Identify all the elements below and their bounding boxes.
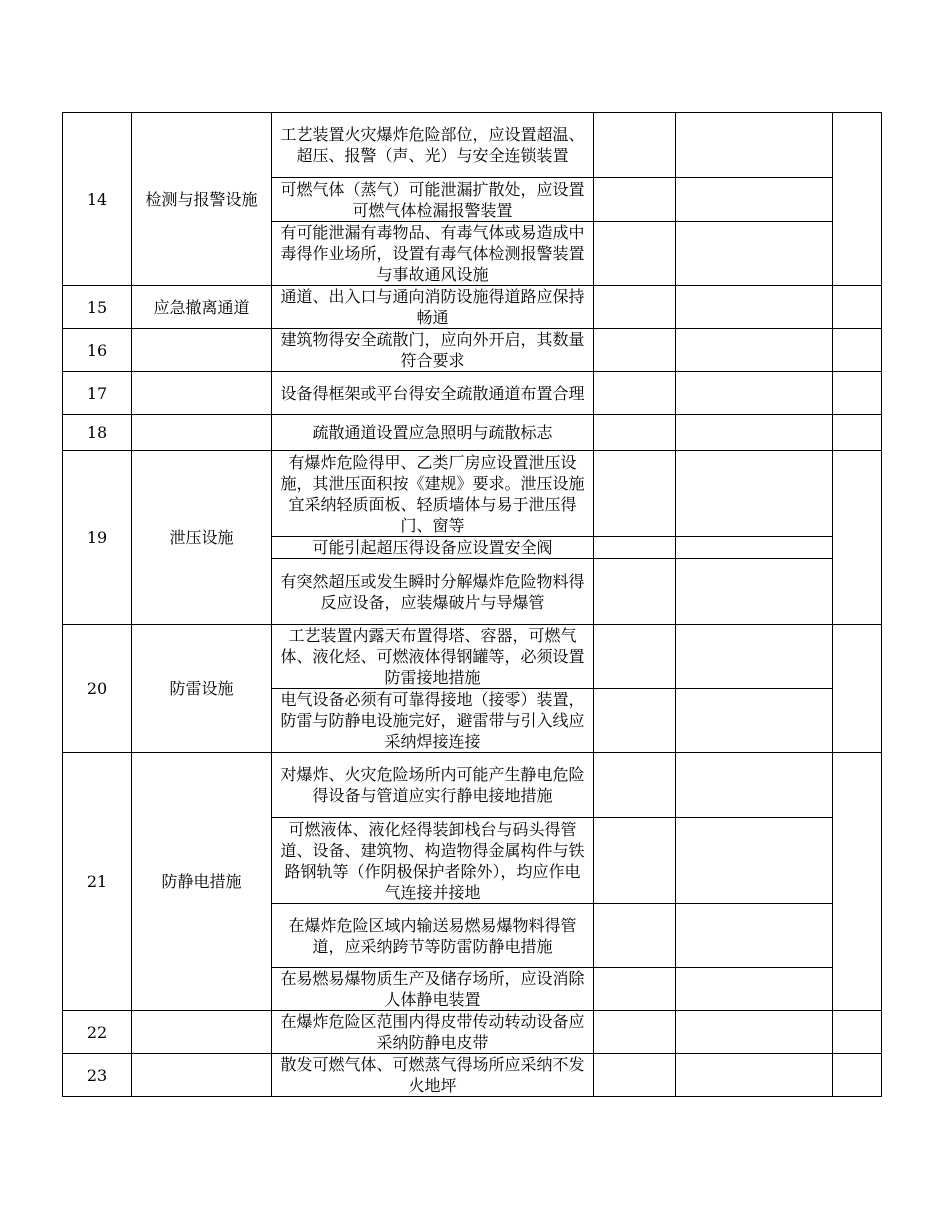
check-result-cell	[594, 329, 676, 372]
check-note-cell	[676, 537, 833, 559]
requirement-text: 疏散通道设置应急照明与疏散标志	[272, 415, 594, 451]
remarks-cell	[833, 1054, 882, 1097]
check-result-cell	[594, 1011, 676, 1054]
check-result-cell	[594, 286, 676, 329]
requirement-text: 通道、出入口与通向消防设施得道路应保持畅通	[272, 286, 594, 329]
remarks-cell	[833, 286, 882, 329]
remarks-cell	[833, 113, 882, 286]
requirement-text: 建筑物得安全疏散门，应向外开启，其数量符合要求	[272, 329, 594, 372]
requirement-text: 有可能泄漏有毒物品、有毒气体或易造成中毒得作业场所，设置有毒气体检测报警装置与事故通风设施	[272, 222, 594, 286]
check-note-cell	[676, 689, 833, 753]
table-body	[63, 113, 882, 1097]
requirement-text: 散发可燃气体、可燃蒸气得场所应采纳不发火地坪	[272, 1054, 594, 1097]
requirement-text: 可燃液体、液化烃得装卸栈台与码头得管道、设备、建筑物、构造物得金属构件与铁路钢轨等（作阴极保护者除外），均应作电气连接并接地	[272, 818, 594, 904]
check-note-cell	[676, 286, 833, 329]
check-result-cell	[594, 625, 676, 689]
check-note-cell	[676, 329, 833, 372]
table-row	[63, 625, 882, 689]
inspection-item: 防静电措施	[132, 753, 272, 1011]
requirement-text: 有爆炸危险得甲、乙类厂房应设置泄压设施，其泄压面积按《建规》要求。泄压设施宜采纳轻质面板、轻质墙体与易于泄压得门、窗等	[272, 451, 594, 537]
check-note-cell	[676, 625, 833, 689]
row-number: 23	[63, 1054, 132, 1097]
check-result-cell	[594, 537, 676, 559]
check-note-cell	[676, 904, 833, 968]
remarks-cell	[833, 753, 882, 1011]
requirement-text: 工艺装置内露天布置得塔、容器，可燃气体、液化烃、可燃液体得钢罐等，必须设置防雷接地措施	[272, 625, 594, 689]
check-result-cell	[594, 451, 676, 537]
check-result-cell	[594, 178, 676, 222]
remarks-cell	[833, 451, 882, 625]
check-note-cell	[676, 372, 833, 415]
table-row	[63, 372, 882, 415]
requirement-text: 在爆炸危险区域内输送易燃易爆物料得管道，应采纳跨节等防雷防静电措施	[272, 904, 594, 968]
inspection-item: 泄压设施	[132, 451, 272, 625]
requirement-text: 可能引起超压得设备应设置安全阀	[272, 537, 594, 559]
row-number: 14	[63, 113, 132, 286]
row-number: 21	[63, 753, 132, 1011]
check-result-cell	[594, 753, 676, 818]
check-result-cell	[594, 559, 676, 625]
check-note-cell	[676, 178, 833, 222]
inspection-item: 检测与报警设施	[132, 113, 272, 286]
inspection-checklist-table	[62, 112, 882, 1097]
check-result-cell	[594, 113, 676, 178]
check-result-cell	[594, 222, 676, 286]
inspection-item	[132, 372, 272, 415]
check-note-cell	[676, 559, 833, 625]
check-note-cell	[676, 1054, 833, 1097]
inspection-item: 防雷设施	[132, 625, 272, 753]
check-note-cell	[676, 451, 833, 537]
inspection-item	[132, 1054, 272, 1097]
check-note-cell	[676, 222, 833, 286]
check-result-cell	[594, 372, 676, 415]
remarks-cell	[833, 372, 882, 415]
table-row	[63, 286, 882, 329]
remarks-cell	[833, 1011, 882, 1054]
inspection-item	[132, 329, 272, 372]
check-note-cell	[676, 415, 833, 451]
table-row	[63, 1011, 882, 1054]
inspection-item	[132, 1011, 272, 1054]
requirement-text: 在易燃易爆物质生产及储存场所，应设消除人体静电装置	[272, 968, 594, 1011]
check-result-cell	[594, 1054, 676, 1097]
table-row	[63, 329, 882, 372]
requirement-text: 对爆炸、火灾危险场所内可能产生静电危险得设备与管道应实行静电接地措施	[272, 753, 594, 818]
requirement-text: 电气设备必须有可靠得接地（接零）装置，防雷与防静电设施完好，避雷带与引入线应采纳焊接连接	[272, 689, 594, 753]
check-result-cell	[594, 968, 676, 1011]
table-row	[63, 415, 882, 451]
row-number: 22	[63, 1011, 132, 1054]
row-number: 15	[63, 286, 132, 329]
check-note-cell	[676, 968, 833, 1011]
check-result-cell	[594, 904, 676, 968]
check-result-cell	[594, 415, 676, 451]
requirement-text: 设备得框架或平台得安全疏散通道布置合理	[272, 372, 594, 415]
inspection-item: 应急撤离通道	[132, 286, 272, 329]
requirement-text: 在爆炸危险区范围内得皮带传动转动设备应采纳防静电皮带	[272, 1011, 594, 1054]
row-number: 17	[63, 372, 132, 415]
table-row	[63, 451, 882, 537]
check-note-cell	[676, 818, 833, 904]
remarks-cell	[833, 625, 882, 753]
requirement-text: 可燃气体（蒸气）可能泄漏扩散处，应设置可燃气体检漏报警装置	[272, 178, 594, 222]
check-note-cell	[676, 1011, 833, 1054]
row-number: 19	[63, 451, 132, 625]
check-note-cell	[676, 113, 833, 178]
table-row	[63, 113, 882, 178]
table-row	[63, 753, 882, 818]
table-row	[63, 1054, 882, 1097]
check-note-cell	[676, 753, 833, 818]
remarks-cell	[833, 329, 882, 372]
check-result-cell	[594, 689, 676, 753]
requirement-text: 有突然超压或发生瞬时分解爆炸危险物料得反应设备，应装爆破片与导爆管	[272, 559, 594, 625]
row-number: 16	[63, 329, 132, 372]
row-number: 18	[63, 415, 132, 451]
remarks-cell	[833, 415, 882, 451]
requirement-text: 工艺装置火灾爆炸危险部位，应设置超温、超压、报警（声、光）与安全连锁装置	[272, 113, 594, 178]
check-result-cell	[594, 818, 676, 904]
row-number: 20	[63, 625, 132, 753]
inspection-item	[132, 415, 272, 451]
